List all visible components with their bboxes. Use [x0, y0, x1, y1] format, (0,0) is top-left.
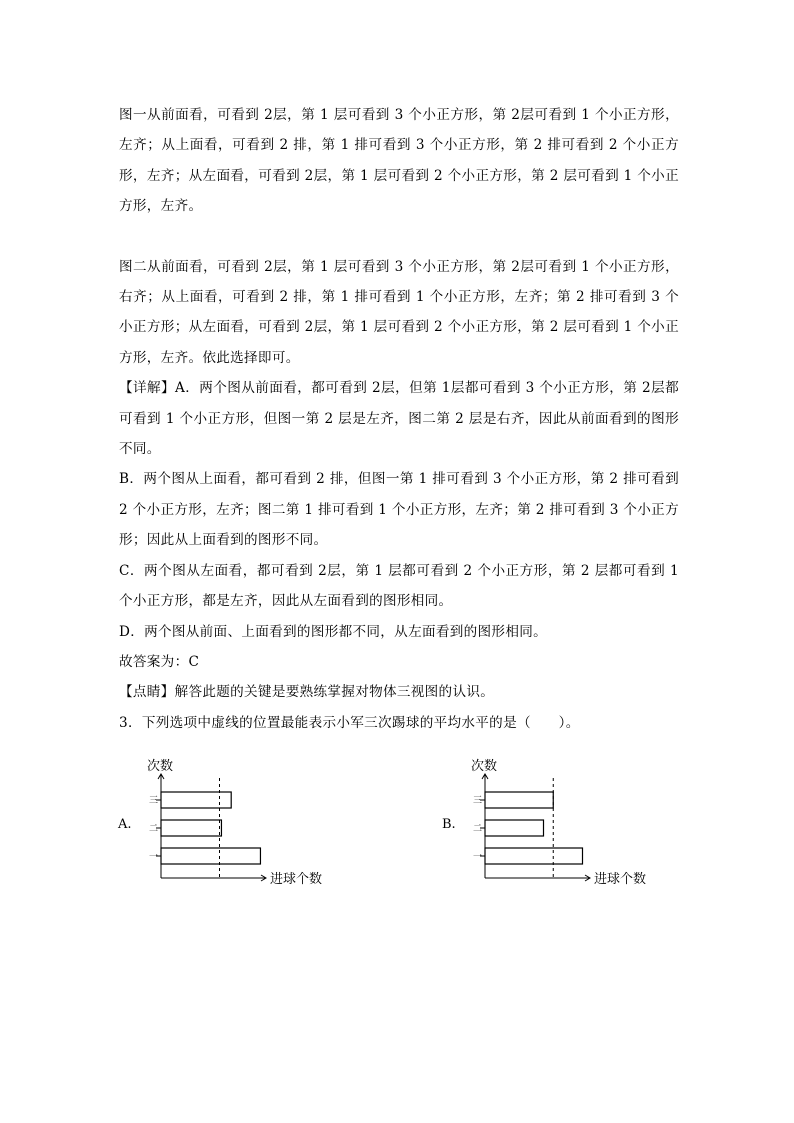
- y-axis-label: 次数: [147, 759, 174, 774]
- x-axis-label: 进球个数: [270, 872, 323, 887]
- document-body: [119, 100, 679, 738]
- y-tick-label: 三: [473, 796, 483, 806]
- y-tick-label: 一: [149, 852, 159, 862]
- paragraph-detail-a: 【详解】A．两个图从前面看，都可看到 2层，但第 1层都可看到 3 个小正方形，第 2层都可看到 1 个小正方形，但图一第 2 层是左齐，图二第 2 层是右齐，因此从前面看到的图形不同。: [119, 380, 679, 458]
- paragraph-detail-b: B．两个图从上面看，都可看到 2 排，但图一第 1 排可看到 3 个小正方形，第 2 排可看到 2 个小正方形，左齐；图二第 1 排可看到 1 个小正方形，左齐；第 2 排可看到 3 个小正方形；因此从上面看到的图形不同。: [119, 471, 679, 549]
- y-axis-label: 次数: [471, 759, 498, 774]
- y-tick-label: 二: [149, 824, 159, 834]
- y-tick-label: 二: [473, 824, 483, 834]
- option-b-chart: [442, 760, 682, 890]
- bar: [485, 792, 553, 808]
- option-b-label: B.: [442, 817, 456, 832]
- paragraph-figure-one: 图一从前面看，可看到 2层，第 1 层可看到 3 个小正方形，第 2层可看到 1 个小正方形，左齐；从上面看，可看到 2 排，第 1 排可看到 3 个小正方形，第 2 排可看到 2 个小正方形，左齐；从左面看，可看到 2层，第 1 层可看到 2 个小正方形，第 2 层可看到 1 个小正方形，左齐。: [119, 107, 679, 215]
- option-a-label: A.: [118, 817, 132, 832]
- y-tick-label: 三: [149, 796, 159, 806]
- bar: [161, 820, 221, 836]
- paragraph-detail-c: C．两个图从左面看，都可看到 2层，第 1 层都可看到 2 个小正方形，第 2 层都可看到 1 个小正方形，都是左齐，因此从左面看到的图形相同。: [119, 562, 679, 610]
- bar: [485, 848, 583, 864]
- paragraph-figure-two: 图二从前面看，可看到 2层，第 1 层可看到 3 个小正方形，第 2层可看到 1 个小正方形，右齐；从上面看，可看到 2 排，第 1 排可看到 1 个小正方形，左齐；第 2 排可看到 3 个小正方形；从左面看，可看到 2层，第 1 层可看到 2 个小正方形，第 2 层可看到 1 个小正方形，左齐。依此选择即可。: [119, 258, 679, 366]
- bar-chart-svg: [442, 760, 682, 890]
- comment-line: 【点睛】解答此题的关键是要熟练掌握对物体三视图的认识。: [119, 684, 495, 701]
- y-tick-label: 一: [473, 852, 483, 862]
- bar: [485, 820, 544, 836]
- option-figures: [0, 760, 794, 900]
- bar: [161, 792, 231, 808]
- bar-chart-svg: [118, 760, 358, 890]
- paragraph-detail-d: D．两个图从前面、上面看到的图形都不同，从左面看到的图形相同。: [119, 623, 548, 640]
- answer-line: 故答案为：C: [119, 653, 200, 670]
- question-three: 3．下列选项中虚线的位置最能表示小军三次踢球的平均水平的是（ ）。: [119, 714, 580, 731]
- option-a-chart: [118, 760, 358, 890]
- paragraph-gap: [119, 222, 679, 252]
- bar: [161, 848, 260, 864]
- x-axis-label: 进球个数: [594, 872, 647, 887]
